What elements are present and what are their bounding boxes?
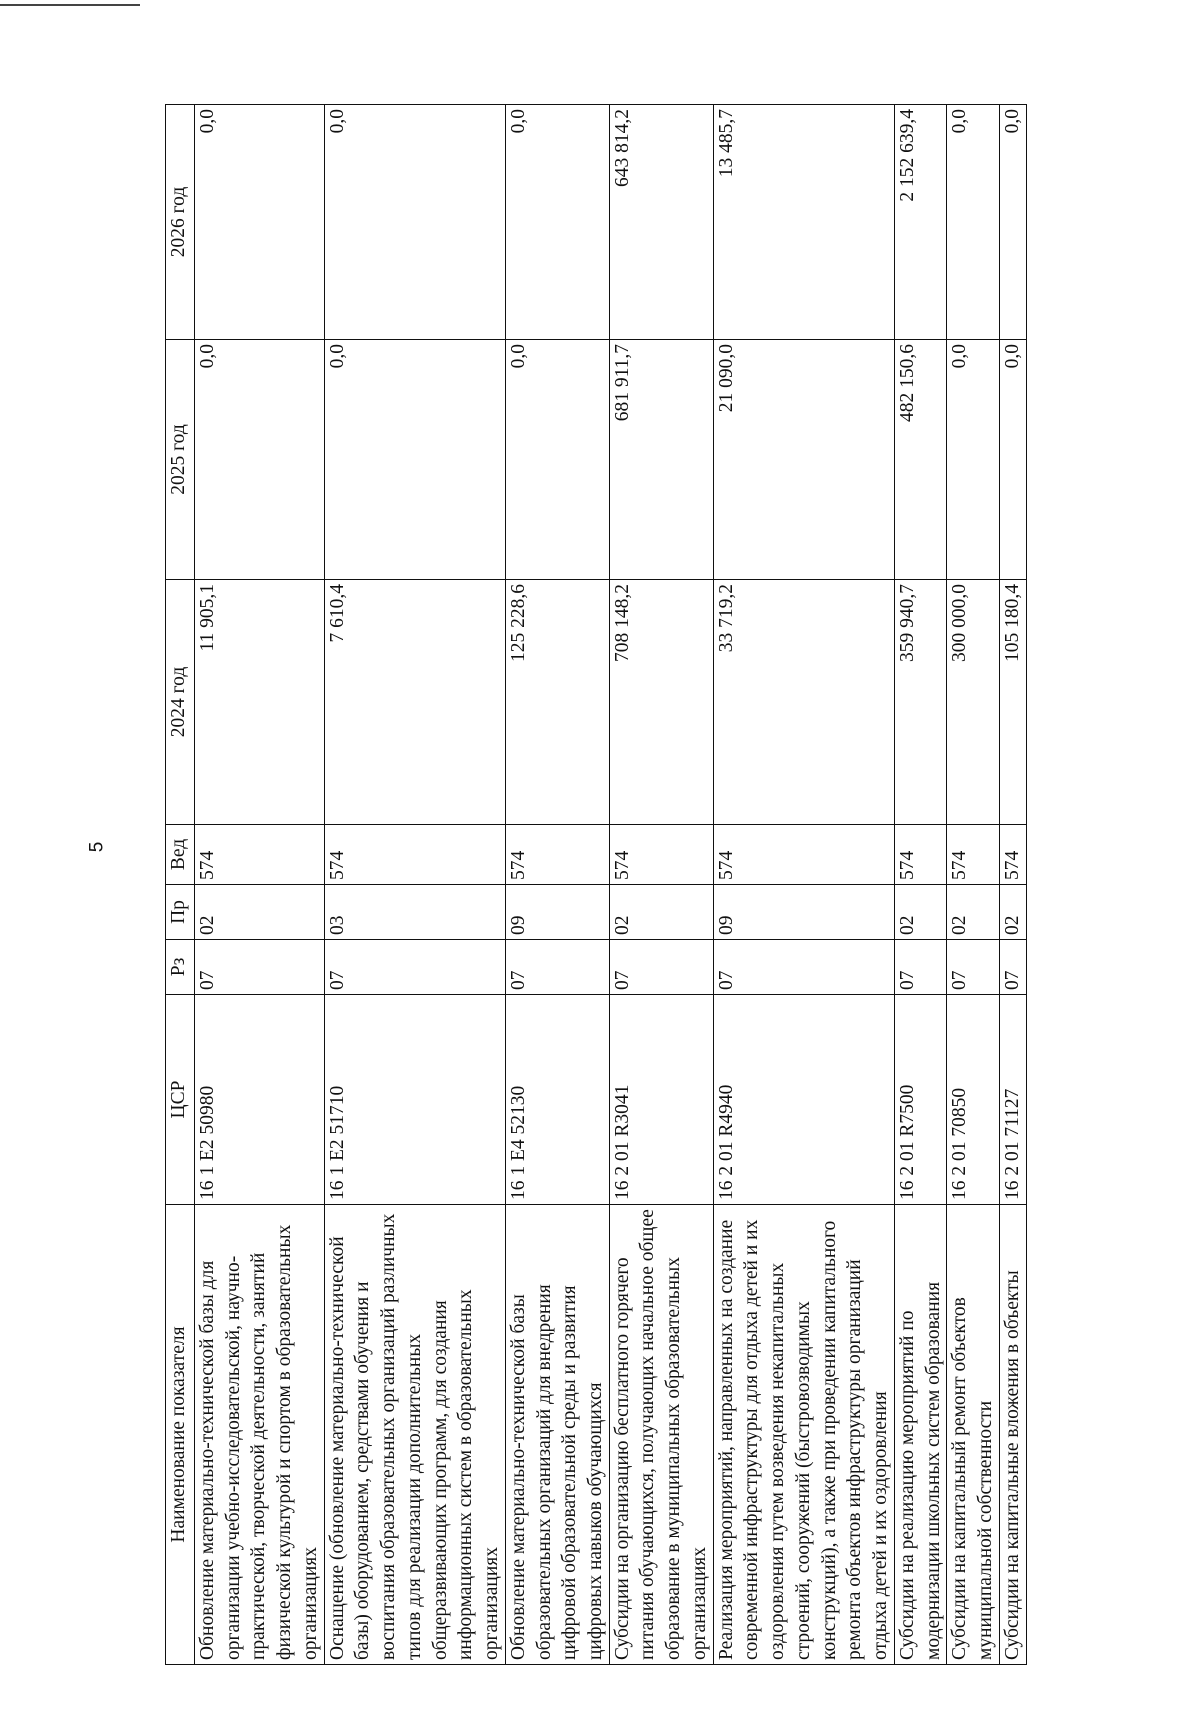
cell-2024: 33 719,2	[713, 580, 894, 825]
cell-name: Оснащение (обновление материально-технической базы) оборудованием, средствами обучения и воспитания образовательных организаций различных типов для реализации дополнительных общеразвивающих программ, для создания информационных систем в образовательных организациях	[324, 1205, 505, 1665]
cell-name: Обновление материально-технической базы образовательных организаций для внедрения цифровой образовательной среды и развития цифровых навыков обучающихся	[505, 1205, 609, 1665]
table-row	[713, 105, 894, 1665]
cell-2025: 21 090,0	[713, 340, 894, 580]
cell-2026: 0,0	[505, 105, 609, 340]
cell-csr: 16 2 01 70850	[947, 995, 999, 1205]
cell-2026: 0,0	[947, 105, 999, 340]
rotated-table-container	[165, 105, 1065, 1665]
cell-csr: 16 1 Е2 50980	[195, 995, 325, 1205]
cell-rz: 07	[894, 940, 946, 995]
cell-ved: 574	[195, 825, 325, 885]
cell-2026: 2 152 639,4	[894, 105, 946, 340]
cell-2024: 359 940,7	[894, 580, 946, 825]
cell-2026: 0,0	[999, 105, 1026, 340]
cell-csr: 16 1 Е2 51710	[324, 995, 505, 1205]
cell-pr: 02	[609, 885, 713, 940]
cell-pr: 09	[713, 885, 894, 940]
cell-2025: 0,0	[324, 340, 505, 580]
cell-csr: 16 2 01 R4940	[713, 995, 894, 1205]
cell-rz: 07	[195, 940, 325, 995]
budget-table	[165, 104, 1027, 1665]
cell-name: Субсидии на капитальные вложения в объекты	[999, 1205, 1026, 1665]
cell-rz: 07	[947, 940, 999, 995]
cell-ved: 574	[894, 825, 946, 885]
cell-2026: 0,0	[324, 105, 505, 340]
cell-2024: 7 610,4	[324, 580, 505, 825]
cell-ved: 574	[324, 825, 505, 885]
header-rz: Рз	[166, 940, 195, 995]
header-2024: 2024 год	[166, 580, 195, 825]
table-row	[195, 105, 325, 1665]
cell-ved: 574	[713, 825, 894, 885]
header-ved: Вед	[166, 825, 195, 885]
cell-2025: 681 911,7	[609, 340, 713, 580]
cell-2026: 643 814,2	[609, 105, 713, 340]
cell-2026: 0,0	[195, 105, 325, 340]
header-pr: Пр	[166, 885, 195, 940]
cell-ved: 574	[947, 825, 999, 885]
cell-2024: 708 148,2	[609, 580, 713, 825]
cell-2024: 125 228,6	[505, 580, 609, 825]
cell-csr: 16 2 01 R3041	[609, 995, 713, 1205]
cell-2024: 11 905,1	[195, 580, 325, 825]
table-row	[609, 105, 713, 1665]
table-row	[505, 105, 609, 1665]
cell-rz: 07	[324, 940, 505, 995]
cell-name: Реализация мероприятий, направленных на создание современной инфраструктуры для отдыха детей и их оздоровления путем возведения некапитальных строений, сооружений (быстровозводимых конструкций), а также при проведении капитального ремонта объектов инфраструктуры организаций отдыха детей и их оздоровления	[713, 1205, 894, 1665]
cell-csr: 16 1 Е4 52130	[505, 995, 609, 1205]
cell-2025: 0,0	[947, 340, 999, 580]
cell-rz: 07	[609, 940, 713, 995]
cell-2024: 105 180,4	[999, 580, 1026, 825]
cell-2024: 300 000,0	[947, 580, 999, 825]
cell-name: Субсидии на реализацию мероприятий по модернизации школьных систем образования	[894, 1205, 946, 1665]
cell-pr: 02	[999, 885, 1026, 940]
cell-csr: 16 2 01 R7500	[894, 995, 946, 1205]
page-number: 5	[86, 841, 108, 853]
table-row	[947, 105, 999, 1665]
table-header-row	[166, 105, 195, 1665]
cell-ved: 574	[999, 825, 1026, 885]
cell-2025: 482 150,6	[894, 340, 946, 580]
cell-pr: 03	[324, 885, 505, 940]
cell-name: Субсидии на организацию бесплатного горячего питания обучающихся, получающих начальное общее образование в муниципальных образовательных организациях	[609, 1205, 713, 1665]
header-name: Наименование показателя	[166, 1205, 195, 1665]
header-2025: 2025 год	[166, 340, 195, 580]
cell-rz: 07	[505, 940, 609, 995]
cell-ved: 574	[609, 825, 713, 885]
cell-2026: 13 485,7	[713, 105, 894, 340]
header-csr: ЦСР	[166, 995, 195, 1205]
cell-pr: 09	[505, 885, 609, 940]
cell-pr: 02	[894, 885, 946, 940]
cell-name: Субсидии на капитальный ремонт объектов муниципальной собственности	[947, 1205, 999, 1665]
header-2026: 2026 год	[166, 105, 195, 340]
cell-2025: 0,0	[505, 340, 609, 580]
cell-2025: 0,0	[999, 340, 1026, 580]
cell-rz: 07	[999, 940, 1026, 995]
table-row	[324, 105, 505, 1665]
table-row	[999, 105, 1026, 1665]
cell-2025: 0,0	[195, 340, 325, 580]
cell-pr: 02	[947, 885, 999, 940]
cell-name: Обновление материально-технической базы для организации учебно-исследовательской, научно-практической, творческой деятельности, занятий физической культурой и спортом в образовательных организациях	[195, 1205, 325, 1665]
cell-pr: 02	[195, 885, 325, 940]
cell-rz: 07	[713, 940, 894, 995]
cell-ved: 574	[505, 825, 609, 885]
cell-csr: 16 2 01 71127	[999, 995, 1026, 1205]
scan-edge-mark	[0, 4, 140, 6]
table-row	[894, 105, 946, 1665]
